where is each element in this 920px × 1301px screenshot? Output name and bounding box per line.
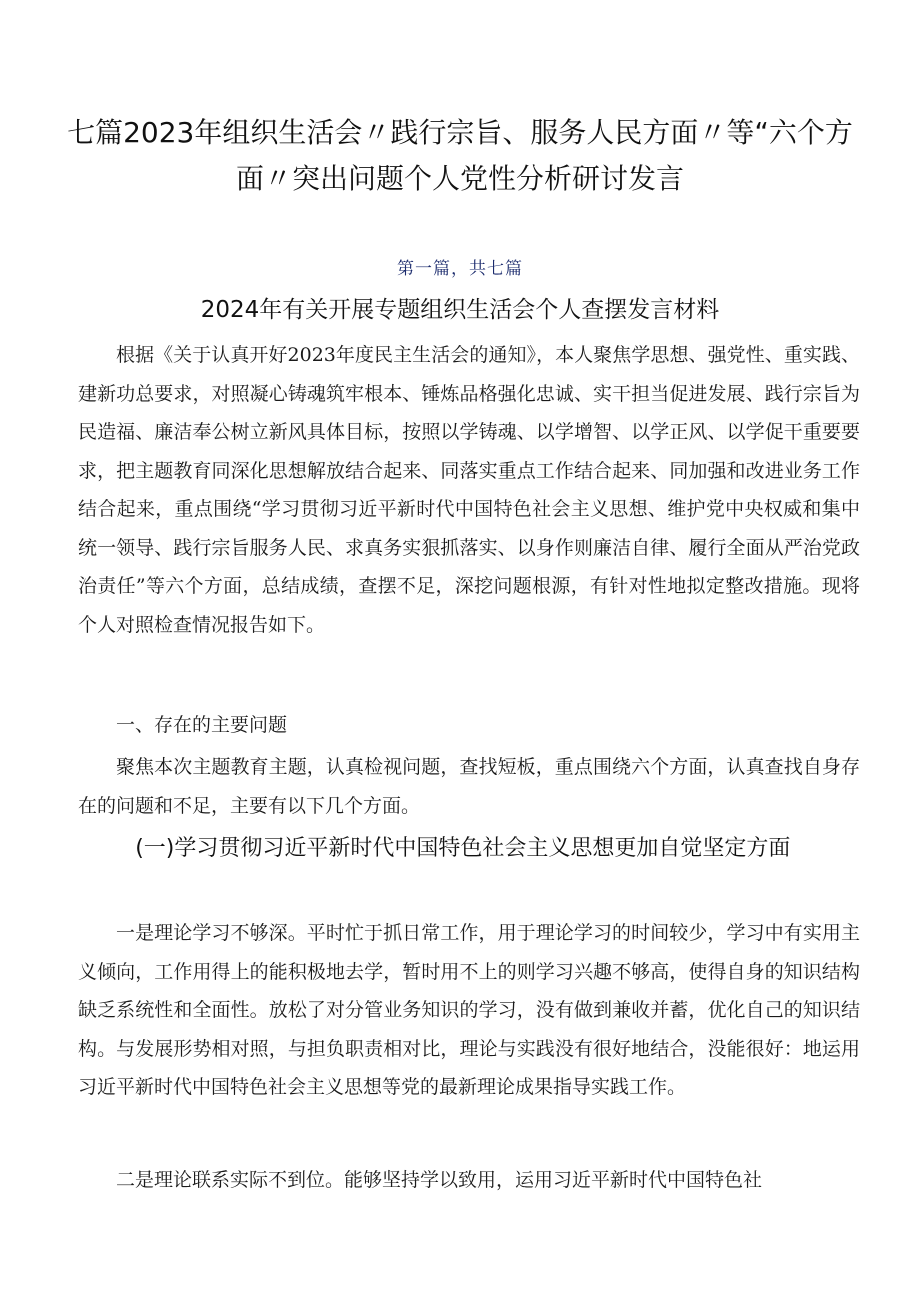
focus-paragraph: 聚焦本次主题教育主题，认真检视问题，查找短板，重点围绕六个方面，认真查找自身存在的问题和不足，主要有以下几个方面。 [78, 756, 860, 817]
document-title: 七篇2023年组织生活会〃践行宗旨、服务人民方面〃等“六个方面〃突出问题个人党性分析研讨发言 [67, 116, 853, 195]
section-heading-problems: 一、存在的主要问题 [116, 714, 288, 736]
intro-paragraph: 根据《关于认真开好2023年度民主生活会的通知》，本人聚焦学思想、强党性、重实践、建新功总要求，对照凝心铸魂筑牢根本、锤炼品格强化忠诚、实干担当促进发展、践行宗旨为民造福、廉洁奉公树立新风具体目标，按照以学铸魂、以学增智、以学正风、以学促干重要要求，把主题教育同深化思想解放结合起来、同落实重点工作结合起来、同加强和改进业务工作结合起来，重点围绕“学习贯彻习近平新时代中国特色社会主义思想、维护党中央权威和集中统一领导、践行宗旨服务人民、求真务实狠抓落实、以身作则廉洁自律、履行全面从严治党政治责任”等六个方面，总结成绩，查摆不足，深挖问题根源，有针对性地拟定整改措施。现将个人对照检查情况报告如下。 [78, 344, 860, 636]
subsection-heading-theory: (一)学习贯彻习近平新时代中国特色社会主义思想更加自觉坚定方面 [135, 836, 791, 861]
point-two-paragraph: 二是理论联系实际不到位。能够坚持学以致用，运用习近平新时代中国特色社 [116, 1169, 763, 1191]
point-one-paragraph: 一是理论学习不够深。平时忙于抓日常工作，用于理论学习的时间较少，学习中有实用主义倾向，工作用得上的能积极地去学，暂时用不上的则学习兴趣不够高，使得自身的知识结构缺乏系统性和全面性。放松了对分管业务知识的学习，没有做到兼收并蓄，优化自己的知识结构。与发展形势相对照，与担负职责相对比，理论与实践没有很好地结合，没能很好：地运用习近平新时代中国特色社会主义思想等党的最新理论成果指导实践工作。 [78, 922, 860, 1098]
document-subtitle: 2024年有关开展专题组织生活会个人查摆发言材料 [200, 297, 720, 323]
part-label: 第一篇，共七篇 [397, 259, 523, 279]
